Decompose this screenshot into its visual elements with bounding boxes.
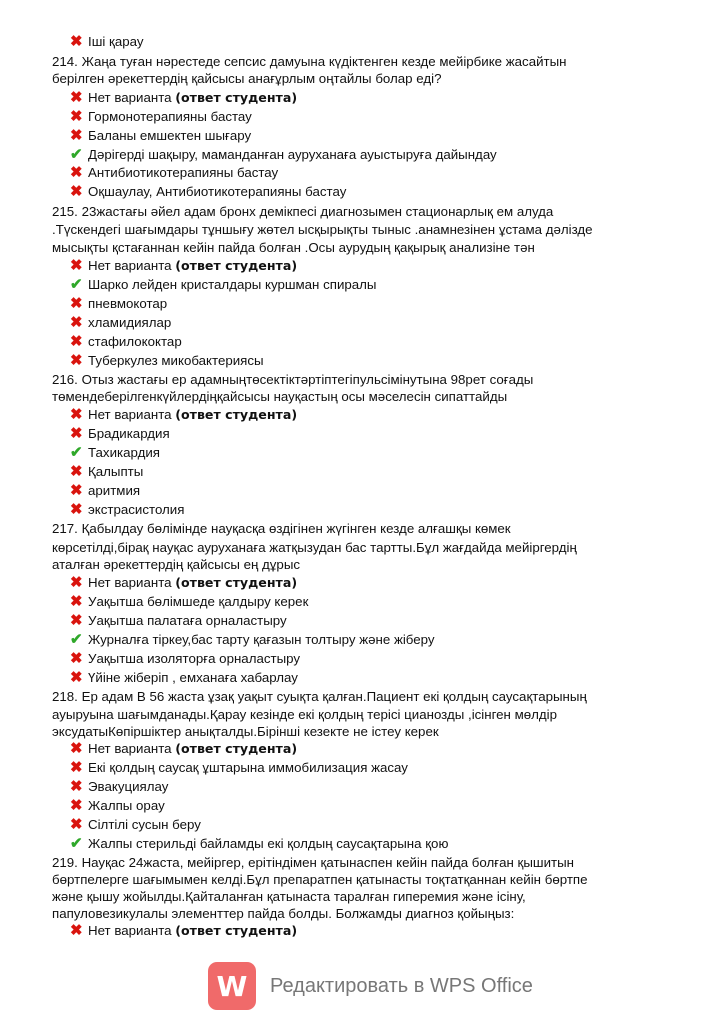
option-row: ✖ Туберкулез микобактериясы [70, 352, 264, 369]
question-text: аталған әрекеттердің қайсысы ең дұрыс [52, 557, 301, 572]
option-row: ✔ Тахикардия [70, 444, 160, 461]
option-row: ✖ Жалпы орау [70, 797, 165, 814]
option-row: ✖ пневмокотар [70, 295, 168, 312]
option-row: ✖ Уақытша бөлімшеде қалдыру керек [70, 593, 309, 610]
option-row: ✖ Брадикардия [70, 425, 170, 442]
option-row: ✖ Оқшаулау, Антибиотикотерапияны бастау [70, 183, 347, 200]
option-row: ✖ Іші қарау [70, 33, 144, 50]
cross-icon: ✖ [70, 257, 83, 274]
option-row: ✖ Нет варианта (ответ студента) [70, 740, 298, 757]
student-answer-label: (ответ студента) [175, 258, 298, 273]
cross-icon: ✖ [70, 352, 83, 369]
student-answer-label: (ответ студента) [175, 923, 298, 938]
cross-icon: ✖ [70, 922, 83, 939]
cross-icon: ✖ [70, 669, 83, 686]
question-text: 216. Отыз жастағы ер адамныңтөсектіктәртіптегіпульсімінутына 98рет соғады [52, 372, 534, 387]
question-text: .Түскендегі шағымдары тұншығу жөтел ысқырықты тыныс .анамнезінен ұстама дәлізде [52, 222, 593, 237]
question-text: 218. Ер адам В 56 жаста ұзақ уақыт суықта қалған.Пациент екі қолдың саусақтарының [52, 689, 587, 704]
cross-icon: ✖ [70, 463, 83, 480]
option-row: ✖ хламидиялар [70, 314, 172, 331]
cross-icon: ✖ [70, 759, 83, 776]
check-icon: ✔ [70, 444, 83, 461]
question-text: төмендеберілгенкүйлердіңқайсысы науқастың осы мәселесін сипаттайды [52, 389, 508, 404]
option-row: ✖ Қалыпты [70, 463, 144, 480]
student-answer-label: (ответ студента) [175, 575, 298, 590]
cross-icon: ✖ [70, 33, 83, 50]
cross-icon: ✖ [70, 127, 83, 144]
question-text: 215. 23жастағы әйел адам бронх демікпесі диагнозымен стационарлық ем алуда [52, 204, 554, 219]
option-row: ✖ стафилококтар [70, 333, 182, 350]
edit-in-wps-button[interactable] [208, 962, 533, 1010]
option-row: ✖ Нет варианта (ответ студента) [70, 89, 298, 106]
option-row: ✔ Дәрігерді шақыру, маманданған ауруханаға ауыстыруға дайындау [70, 146, 497, 163]
cross-icon: ✖ [70, 425, 83, 442]
option-row: ✖ Нет варианта (ответ студента) [70, 574, 298, 591]
option-row: ✖ Баланы емшектен шығару [70, 127, 252, 144]
edit-in-wps-label: Редактировать в WPS Office [270, 974, 533, 997]
cross-icon: ✖ [70, 89, 83, 106]
cross-icon: ✖ [70, 574, 83, 591]
question-text: ауыруына шағымданады.Қарау кезінде екі қолдың терісі цианозды ,ісінген мөлдір [52, 707, 557, 722]
question-text: папуловезикулалы элементтер пайда болды. Болжамды диагноз қойыңыз: [52, 906, 515, 921]
option-row: ✖ Екі қолдың саусақ ұштарына иммобилизация жасау [70, 759, 408, 776]
check-icon: ✔ [70, 146, 83, 163]
cross-icon: ✖ [70, 740, 83, 757]
option-row: ✖ Сілтілі сусын беру [70, 816, 201, 833]
student-answer-label: (ответ студента) [175, 90, 298, 105]
question-text: мысықты қстағаннан кейін пайда болған .Осы аурудың қақырық анализіне тән [52, 240, 535, 255]
option-row: ✖ Үйіне жіберіп , емханаға хабарлау [70, 669, 298, 686]
cross-icon: ✖ [70, 314, 83, 331]
cross-icon: ✖ [70, 816, 83, 833]
option-row: ✖ Гормонотерапияны бастау [70, 108, 252, 125]
option-row: ✖ Нет варианта (ответ студента) [70, 257, 298, 274]
option-row: ✖ Антибиотикотерапияны бастау [70, 164, 279, 181]
option-row: ✖ экстрасистолия [70, 501, 185, 518]
check-icon: ✔ [70, 631, 83, 648]
question-text: көрсетілді,бірақ науқас ауруханаға жатқызудан бас тартты.Бұл жағдайда мейіргердің [52, 540, 577, 555]
cross-icon: ✖ [70, 797, 83, 814]
question-text: эксудатыКөпіршіктер анықталды.Бірінші кезекте не істеу керек [52, 724, 439, 739]
cross-icon: ✖ [70, 183, 83, 200]
option-row: ✖ Нет варианта (ответ студента) [70, 922, 298, 939]
option-row: ✖ Уақытша изоляторға орналастыру [70, 650, 301, 667]
cross-icon: ✖ [70, 108, 83, 125]
cross-icon: ✖ [70, 650, 83, 667]
question-text: 214. Жаңа туған нәрестеде сепсис дамуына күдіктенген кезде мейірбике жасайтын [52, 54, 567, 69]
question-text: 219. Науқас 24жаста, мейіргер, ерітіндімен қатынаспен кейін пайда болған қышитын [52, 855, 575, 870]
question-text: 217. Қабылдау бөлімінде науқасқа өздігінен жүгінген кезде алғашқы көмек [52, 521, 511, 536]
student-answer-label: (ответ студента) [175, 741, 298, 756]
option-row: ✖ Эвакуциялау [70, 778, 169, 795]
option-row: ✖ Уақытша палатаға орналастыру [70, 612, 287, 629]
cross-icon: ✖ [70, 164, 83, 181]
cross-icon: ✖ [70, 406, 83, 423]
option-row: ✔ Шарко лейден кристалдары куршман спиралы [70, 276, 377, 293]
cross-icon: ✖ [70, 593, 83, 610]
student-answer-label: (ответ студента) [175, 407, 298, 422]
cross-icon: ✖ [70, 333, 83, 350]
option-row: ✔ Журналға тіркеу,бас тарту қағазын толтыру және жіберу [70, 631, 435, 648]
cross-icon: ✖ [70, 482, 83, 499]
cross-icon: ✖ [70, 612, 83, 629]
option-row: ✖ аритмия [70, 482, 141, 499]
wps-logo-icon: W [208, 962, 256, 1010]
option-row: ✔ Жалпы стерильді байламды екі қолдың саусақтарына қою [70, 835, 449, 852]
question-text: және қышу жойылды.Қайталанған қатынаста таралған гиперемия және ісіну, [52, 889, 526, 904]
question-text: бөртпелерге шағымымен келді.Бұл препаратпен қатынасты тоқтатқаннан кейін бөртпе [52, 872, 588, 887]
cross-icon: ✖ [70, 778, 83, 795]
check-icon: ✔ [70, 276, 83, 293]
question-text: берілген әрекеттердің қайсысы анағұрлым оңтайлы болар еді? [52, 71, 442, 86]
cross-icon: ✖ [70, 501, 83, 518]
option-row: ✖ Нет варианта (ответ студента) [70, 406, 298, 423]
cross-icon: ✖ [70, 295, 83, 312]
check-icon: ✔ [70, 835, 83, 852]
